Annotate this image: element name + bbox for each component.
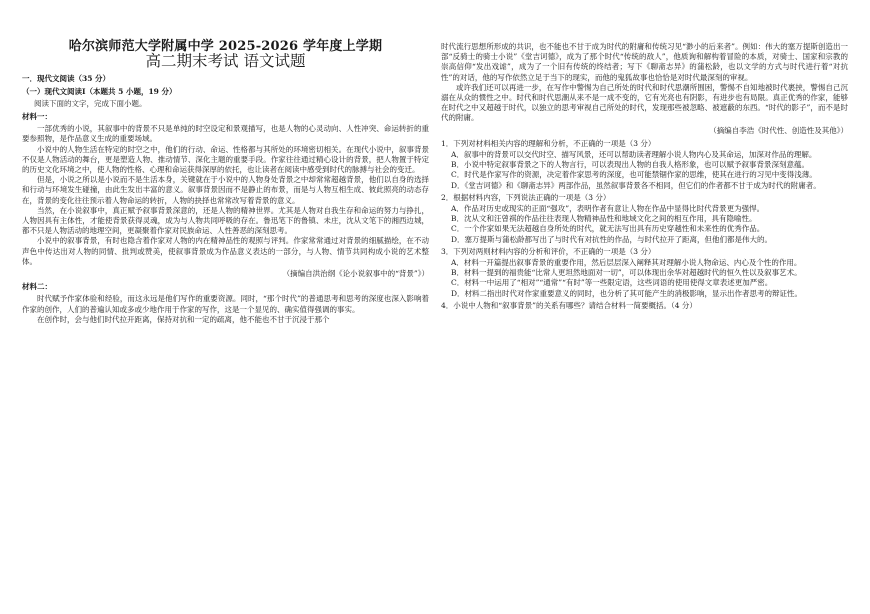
material2-paragraph: 在创作时，会与他们时代拉开距离，保持对抗和一定的疏离，他不能也不甘于沉浸于那个: [37, 314, 330, 324]
question-3-option-d: D．材料二指出时代对作家重要意义的同时，也分析了其可能产生的消极影响，显示出作者思考的辩证性。: [451, 288, 803, 298]
school-title: 哈尔滨师范大学附属中学 2025-2026 学年度上学期: [68, 39, 383, 54]
question-3-option-c: C．材料一中运用了“相对”“通常”“有时”等一些限定语，这些词语的使用使得文章表述更加严密。: [451, 278, 773, 288]
question-2-option-c: C．一个作家如果无法超越自身所处的时代，就无法写出具有历史穿越性和未来性的优秀作品。: [451, 224, 765, 234]
material2-source: （摘编自李浩《时代性、创造性及其他》）: [709, 125, 848, 135]
exam-title: 高二期末考试 语文试题: [145, 52, 306, 71]
material2-label: 材料二：: [22, 282, 52, 292]
material1-label: 材料一：: [22, 112, 52, 122]
material2-paragraph: 或许我们还可以再进一步，在写作中警惕为自己所处的时代和时代思潮所围困，警惕不自知地被时代裹挟，警惕自己沉溺在从众的惯性之中。时代和时代思潮从来不是一成不变的，它有光亮也有阴影，有进步也有局限。真正优秀的作家，能够在时代之中又超越于时代，以独立的思考审视自己所处的时代，发现那些被忽略、被遮蔽的东西。“时代的影子”，而不是时代的附庸。: [441, 82, 848, 123]
material1-paragraph: 小说中的人物生活在特定的时空之中，他们的行动、命运、性格都与其所处的环境密切相关。在现代小说中，叙事背景不仅是人物活动的舞台，更是塑造人物、推动情节、深化主题的重要手段。作家往往通过精心设计的背景，把人物置于特定的历史文化环境之中，使人物的性格、心理和命运获得深厚的依托，也让读者在阅读中感受到时代的脉搏与社会的变迁。: [22, 144, 429, 175]
question-2-option-d: D．塞万提斯与蒲松龄都写出了与时代有对抗性的作品，与时代拉开了距离，但他们都是伟大的。: [451, 234, 773, 244]
right-column: [441, 42, 848, 608]
question-1-option-b: B．小说中特定叙事背景之下的人物言行，可以表现出人物的自我人格形象，也可以赋予叙事背景深刻意蕴。: [451, 160, 810, 170]
left-column: [22, 39, 429, 608]
reading-instruction: 阅读下面的文字，完成下面小题。: [34, 98, 147, 108]
question-4-stem: 4．小说中人物和“叙事背景”的关系有哪些？请结合材料一简要概括。（4 分）: [441, 300, 697, 310]
question-2-option-a: A．作品对历史或现实的正面“强攻”，表明作者有意让人物在作品中显得比时代背景更为强悍。: [451, 204, 765, 214]
question-2-option-b: B．沈从文和汪曾祺的作品往往表现人物精神品性和地域文化之间的相互作用，具有隐喻性。: [451, 214, 757, 224]
material1-paragraph: 但是，小说之所以是小说而不是生活本身，关键就在于小说中的人物身处背景之中却常常超越背景，他们以自身的选择和行动与环境发生碰撞，由此生发出丰富的意义。叙事背景因而不是静止的布景，而是与人物互相生成、彼此照亮的动态存在，背景的变化往往预示着人物命运的转折，人物的抉择也常常改写着背景的意义。: [22, 175, 429, 205]
question-3-option-b: B．材料一提到的福贵能“比常人更坦然地面对一切”，可以体现出余华对超越时代的恒久性以及叙事艺术。: [451, 268, 802, 278]
question-3-option-a: A．材料一开篇提出叙事背景的重要作用，然后层层深入阐释其对理解小说人物命运、内心及个性的作用。: [451, 258, 802, 268]
question-3-stem: 3．下列对两则材料内容的分析和评价，不正确的一项是（3 分）: [441, 246, 656, 256]
material1-source: （摘编自洪治纲《论小说叙事中的“背景”》）: [282, 269, 429, 279]
material2-paragraph: 时代赋予作家体验和经验，而这永远是他们写作的重要资源。同时，“那个时代”的普通思考和思考的深度也深入影响着作家的创作，人们的普遍认知或多或少地作用于作家的写作，这是一个显见的、确实值得强调的事实。: [22, 294, 429, 314]
question-1-option-c: C．时代是作家写作的资源，决定着作家思考的深度，也可能禁锢作家的思维，使其在进行的习见中变得浅薄。: [451, 170, 817, 180]
subsection-heading: （一）现代文阅读Ⅰ（本题共 5 小题，19 分）: [22, 86, 177, 96]
material2-continued: 时代流行思想所形成的共识，也不能也不甘于成为时代的附庸和传统习见“渺小的后来者”。例如：伟大的塞万提斯创造出一部“反骑士的骑士小说”《堂吉诃德》，成为了那个时代“传统的敌人”，他质询和解构着冒险的本质，对骑士、国家和宗教的崇高信仰“发出戏谑”，成为了一个旧有传统的终结者；写下《聊斋志异》的蒲松龄，也以文学的方式与时代进行着“对抗性”的对话，他的写作依然立足于当下的现实，而他的鬼狐故事也恰恰是对时代最深刻的审视。: [441, 42, 848, 82]
material1-paragraph: 一部优秀的小说，其叙事中的背景不只是单纯的时空设定和景观描写，也是人物的心灵动向、人性冲突、命运转折的重要参照物，是作品意义生成的重要场域。: [22, 124, 429, 144]
material1-paragraph: 小说中的叙事背景，有时也隐含着作家对人物的内在精神品性的观照与评判。作家常常通过对背景的细腻描绘，在不动声色中传达出对人物的同情、批判或赞美，使叙事背景成为作品意义表达的一部分，与人物、情节共同构成小说的艺术整体。: [22, 236, 429, 266]
material1-paragraph: 当然，在小说叙事中，真正赋予叙事背景深意的，还是人物的精神世界。尤其是人物对自我生存和命运的努力与挣扎，人物因具有主体性，才能使背景获得灵魂，成为与人物共同呼吸的存在。鲁迅笔下的鲁镇、未庄，沈从文笔下的湘西边城，都不只是人物活动的地理空间，更凝聚着作家对民族命运、人性善恶的深刻思考。: [22, 205, 429, 236]
question-1-option-d: D．《堂吉诃德》和《聊斋志异》两部作品，虽然叙事背景各不相同，但它们的作者都不甘于成为时代的附庸者。: [451, 180, 821, 190]
question-1-stem: 1．下列对材料相关内容的理解和分析，不正确的一项是（3 分）: [441, 138, 656, 148]
section-heading: 一．现代文阅读（35 分）: [22, 74, 111, 84]
question-2-stem: 2．根据材料内容，下列说法正确的一项是（3 分）: [441, 192, 611, 202]
question-1-option-a: A．叙事中的背景可以交代时空、描写风景，还可以帮助读者理解小说人物内心及其命运，加深对作品的理解。: [451, 150, 817, 160]
